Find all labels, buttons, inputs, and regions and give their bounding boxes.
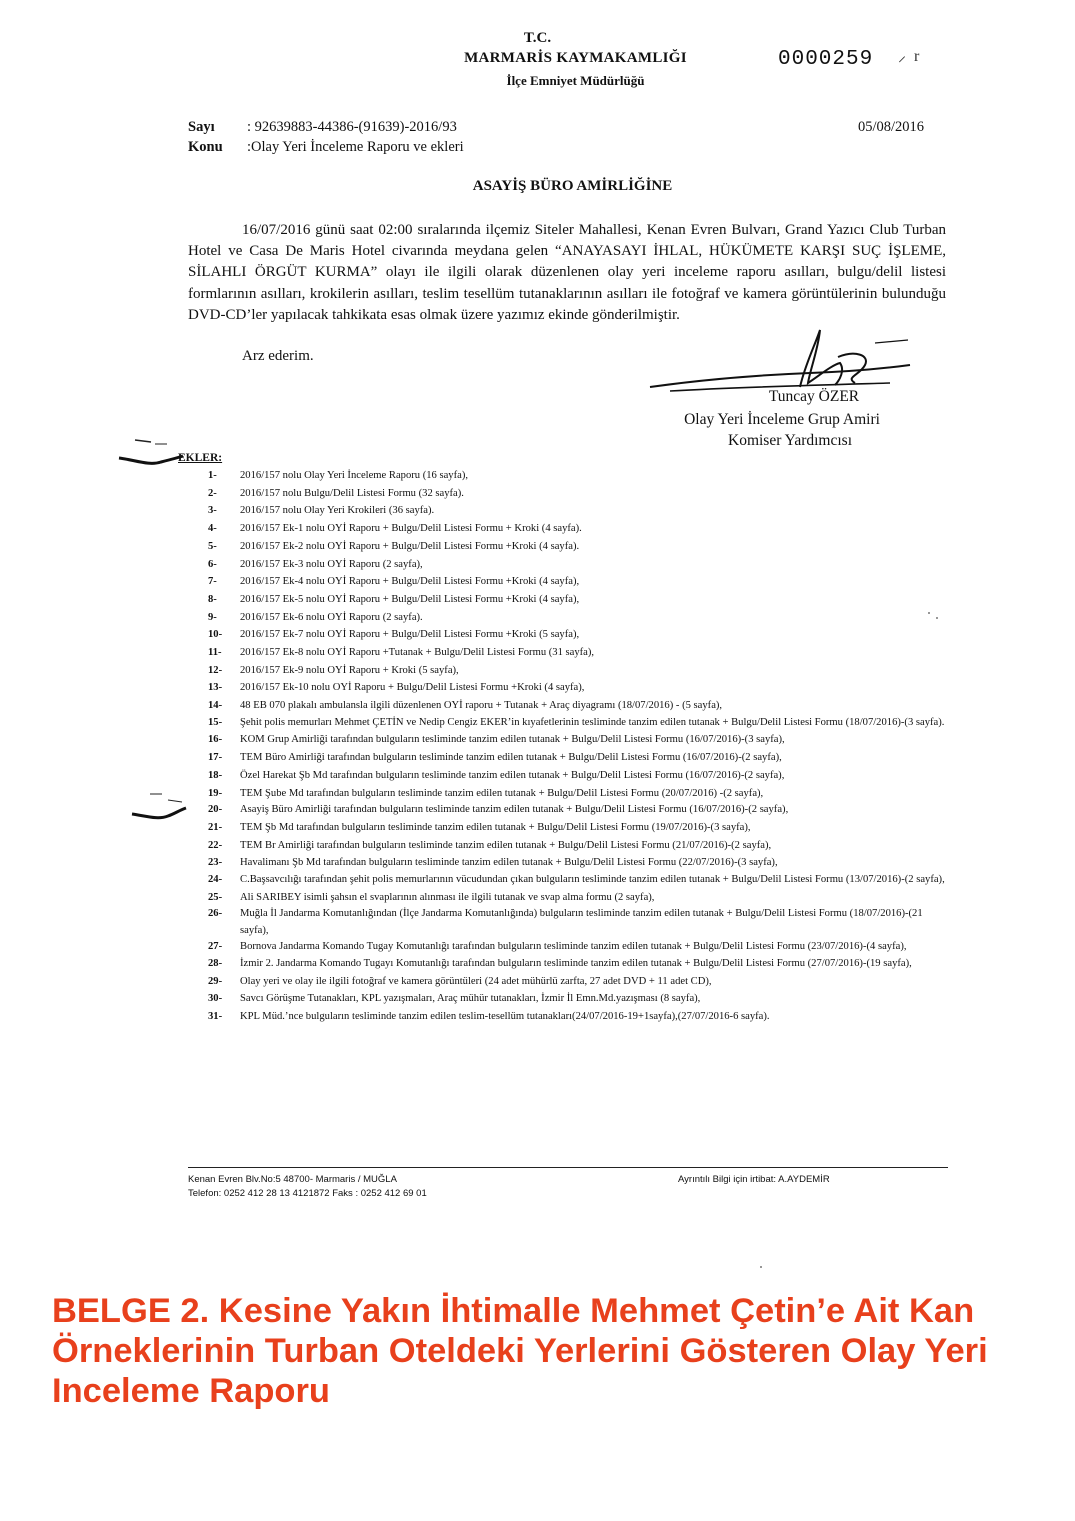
- attachment-item: [192, 785, 952, 803]
- attachment-number: 31-: [208, 1011, 223, 1023]
- footer-phone: Telefon: 0252 412 28 13 4121872 Faks : 0252 412 69 01: [188, 1188, 427, 1199]
- attachment-item: [192, 1008, 952, 1026]
- attachment-number: 29-: [208, 975, 223, 987]
- margin-mark-icon: [115, 436, 185, 472]
- attachments-label: EKLER:: [178, 452, 223, 464]
- attachment-number: 25-: [208, 891, 223, 903]
- attachment-text: 2016/157 Ek-7 nolu OYİ Raporu + Bulgu/Delil Listesi Formu +Kroki (5 sayfa),: [240, 629, 580, 641]
- footer-contact-info: Ayrıntılı Bilgi için irtibat: A.AYDEMİR: [678, 1174, 830, 1185]
- attachment-text: 48 EB 070 plakalı ambulansla ilgili düzenlenen OYİ raporu + Tutanak + Araç diyagramı (18/07/2016) - (5 sayfa),: [240, 700, 723, 712]
- attachment-item: [192, 662, 952, 680]
- attachment-item: [192, 990, 952, 1008]
- attachment-number: 26-: [208, 908, 223, 920]
- attachment-number: 24-: [208, 873, 223, 885]
- attachment-text: 2016/157 Ek-1 nolu OYİ Raporu + Bulgu/Delil Listesi Formu + Kroki (4 sayfa).: [240, 523, 582, 535]
- scan-speck: [936, 617, 938, 619]
- attachment-item: [192, 854, 952, 872]
- document-number: 0000259: [778, 48, 874, 71]
- attachment-text: 2016/157 Ek-4 nolu OYİ Raporu + Bulgu/Delil Listesi Formu +Kroki (4 sayfa),: [240, 576, 580, 588]
- konu-value: :Olay Yeri İnceleme Raporu ve ekleri: [247, 139, 464, 155]
- attachment-number: 17-: [208, 752, 223, 764]
- attachment-text: Şehit polis memurları Mehmet ÇETİN ve Nedip Cengiz EKER’in kıyafetlerinin tesliminde tanzim edilen tutanak + Bulgu/Delil Listesi Formu (18/07/2016)-(3 sayfa).: [240, 716, 945, 728]
- scan-speck: [760, 1266, 762, 1268]
- attachment-number: 12-: [208, 664, 223, 676]
- footer-address: Kenan Evren Blv.No:5 48700- Marmaris / MUĞLA: [188, 1174, 397, 1185]
- attachment-text: TEM Br Amirliği tarafından bulguların tesliminde tanzim edilen tutanak + Bulgu/Delil Listesi Formu (21/07/2016)-(2 sayfa),: [240, 839, 772, 851]
- attachment-item: [192, 626, 952, 644]
- header-country: T.C.: [523, 30, 552, 46]
- addressee: ASAYİŞ BÜRO AMİRLİĞİNE: [472, 178, 673, 194]
- attachment-item: [192, 609, 952, 627]
- attachment-text: 2016/157 Ek-8 nolu OYİ Raporu +Tutanak + Bulgu/Delil Listesi Formu (31 sayfa),: [240, 647, 595, 659]
- attachment-text: Ali SARIBEY isimli şahsın el svaplarının alınması ile ilgili tutanak ve svap alma formu (2 sayfa),: [240, 891, 655, 903]
- attachment-item: [192, 644, 952, 662]
- attachment-number: 21-: [208, 821, 223, 833]
- attachment-number: 14-: [208, 700, 223, 712]
- sayi-label: Sayı: [188, 119, 215, 135]
- header-department: İlçe Emniyet Müdürlüğü: [506, 73, 645, 88]
- attachment-text: KOM Grup Amirliği tarafından bulguların tesliminde tanzim edilen tutanak + Bulgu/Delil Listesi Formu (16/07/2016)-(3 sayfa),: [240, 734, 785, 746]
- attachment-item: [192, 556, 952, 574]
- attachment-number: 18-: [208, 769, 223, 781]
- attachment-item: [192, 573, 952, 591]
- attachment-number: 2-: [208, 487, 217, 499]
- attachment-text: 2016/157 Ek-10 nolu OYİ Raporu + Bulgu/Delil Listesi Formu +Kroki (4 sayfa),: [240, 682, 585, 694]
- signatory-title: Olay Yeri İnceleme Grup Amiri: [684, 411, 880, 428]
- attachment-item: [192, 802, 952, 819]
- attachment-text: Olay yeri ve olay ile ilgili fotoğraf ve kamera görüntüleri (24 adet mühürlü zarfta, 27 adet DVD + 11 adet CD),: [240, 975, 712, 987]
- signatory-name: Tuncay ÖZER: [768, 388, 860, 405]
- attachment-text: Asayiş Büro Amirliği tarafından bulguların tesliminde tanzim edilen tutanak + Bulgu/Delil Listesi Formu (16/07/2016)-(2 sayfa),: [240, 804, 789, 816]
- attachment-text: İzmir 2. Jandarma Komando Tugayı Komutanlığı tarafından bulguların tesliminde tanzim edilen tutanak + Bulgu/Delil Listesi Formu (27/07/2016)-(19 sayfa),: [240, 958, 912, 970]
- closing-text: Arz ederim.: [242, 348, 314, 364]
- attachment-number: 22-: [208, 839, 223, 851]
- attachment-text: Bornova Jandarma Komando Tugay Komutanlığı tarafından bulguların tesliminde tanzim edilen tutanak + Bulgu/Delil Listesi Formu (23/07/2016)-(4 sayfa),: [240, 941, 907, 953]
- attachment-number: 13-: [208, 682, 223, 694]
- attachment-number: 8-: [208, 593, 217, 605]
- attachment-number: 28-: [208, 958, 223, 970]
- body-paragraph: 16/07/2016 günü saat 02:00 sıralarında ilçemiz Siteler Mahallesi, Kenan Evren Bulvarı, Grand Yazıcı Club Turban Hotel ve Casa De Maris Hotel civarında meydana gelen “ANAYASAYI İHLAL, HÜKÜMETE KARŞI SUÇ İŞLEME, SİLAHLI ÖRGÜT KURMA” olayı ile ilgili olarak düzenlenen olay yeri inceleme raporu asılları, bulgu/delil listesi formlarının asılları, krokilerin asılları, teslim tesellüm tutanaklarının asılları ile fotoğraf ve kamera görüntülerinin bulunduğu DVD-CD’ler yapılacak tahkikata esas olmak üzere yazımız ekinde gönderilmiştir.: [188, 222, 946, 323]
- attachment-text: 2016/157 Ek-6 nolu OYİ Raporu (2 sayfa).: [240, 611, 423, 623]
- attachment-text: 2016/157 nolu Bulgu/Delil Listesi Formu (32 sayfa).: [240, 487, 464, 499]
- attachment-text: Muğla İl Jandarma Komutanlığından (İlçe Jandarma Komutanlığında) bulguların tesliminde tanzim edilen tutanak + Bulgu/Delil Listesi Formu (18/07/2016)-(21 sayfa),: [240, 908, 923, 936]
- sayi-value: : 92639883-44386-(91639)-2016/93: [247, 119, 457, 135]
- signatory-rank: Komiser Yardımcısı: [728, 432, 852, 449]
- attachment-item: [192, 973, 952, 991]
- attachment-item: [192, 749, 952, 767]
- attachment-item: [192, 467, 952, 485]
- scan-speck: [928, 612, 930, 614]
- attachment-number: 27-: [208, 941, 223, 953]
- attachment-text: 2016/157 Ek-5 nolu OYİ Raporu + Bulgu/Delil Listesi Formu +Kroki (4 sayfa),: [240, 593, 580, 605]
- attachment-number: 15-: [208, 716, 223, 728]
- attachment-number: 10-: [208, 629, 223, 641]
- attachment-number: 1-: [208, 470, 217, 481]
- attachment-text: 2016/157 nolu Olay Yeri Krokileri (36 sayfa).: [240, 505, 435, 517]
- attachment-item: [192, 591, 952, 609]
- attachment-item: [192, 889, 952, 907]
- attachment-item: [192, 939, 952, 956]
- attachment-text: Savcı Görüşme Tutanakları, KPL yazışmaları, Araç mühür tutanakları, İzmir İl Emn.Md.yazışması (8 sayfa),: [240, 993, 701, 1005]
- attachment-number: 19-: [208, 787, 223, 799]
- attachment-item: [192, 906, 952, 939]
- attachments-list: [192, 467, 952, 1026]
- attachment-text: C.Başsavcılığı tarafından şehit polis memurlarının vücudundan çıkan bulguların tesliminde tanzim edilen tutanak + Bulgu/Delil Listesi Formu (13/07/2016)-(2 sayfa),: [240, 873, 945, 885]
- header-authority: MARMARİS KAYMAKAMLIĞI: [464, 50, 687, 66]
- attachment-text: 2016/157 Ek-3 nolu OYİ Raporu (2 sayfa),: [240, 558, 423, 570]
- attachment-item: [192, 679, 952, 697]
- attachment-item: [192, 538, 952, 556]
- attachment-text: 2016/157 nolu Olay Yeri İnceleme Raporu (16 sayfa),: [240, 470, 469, 481]
- attachment-text: TEM Şb Md tarafından bulguların tesliminde tanzim edilen tutanak + Bulgu/Delil Listesi Formu (19/07/2016)-(3 sayfa),: [240, 821, 751, 833]
- attachment-item: [192, 715, 952, 732]
- attachment-text: Havalimanı Şb Md tarafından bulguların tesliminde tanzim edilen tutanak + Bulgu/Delil Listesi Formu (22/07/2016)-(3 sayfa),: [240, 857, 778, 869]
- konu-label: Konu: [188, 139, 223, 155]
- attachment-item: [192, 520, 952, 538]
- attachment-text: TEM Büro Amirliği tarafından bulguların tesliminde tanzim edilen tutanak + Bulgu/Delil Listesi Formu (16/07/2016)-(2 sayfa),: [240, 752, 782, 764]
- attachment-number: 16-: [208, 734, 223, 746]
- attachment-number: 5-: [208, 540, 217, 552]
- attachment-text: TEM Şube Md tarafından bulguların tesliminde tanzim edilen tutanak + Bulgu/Delil Listesi Formu (20/07/2016) -(2 sayfa),: [240, 787, 764, 799]
- attachment-item: [192, 485, 952, 503]
- attachment-text: 2016/157 Ek-2 nolu OYİ Raporu + Bulgu/Delil Listesi Formu +Kroki (4 sayfa).: [240, 540, 580, 552]
- attachment-number: 6-: [208, 558, 217, 570]
- attachment-item: [192, 819, 952, 837]
- attachment-text: Özel Harekat Şb Md tarafından bulguların tesliminde tanzim edilen tutanak + Bulgu/Delil Listesi Formu (16/07/2016)-(2 sayfa),: [240, 769, 785, 781]
- attachment-text: 2016/157 Ek-9 nolu OYİ Raporu + Kroki (5 sayfa),: [240, 664, 459, 676]
- attachment-number: 3-: [208, 505, 217, 517]
- document-date: 05/08/2016: [858, 119, 925, 135]
- figure-caption: BELGE 2. Kesine Yakın İhtimalle Mehmet Çetin’e Ait Kan Örneklerinin Turban Oteldeki Yerlerini Gösteren Olay Yeri Inceleme Raporu: [52, 1292, 988, 1410]
- footer-divider: [188, 1167, 948, 1168]
- attachment-item: [192, 731, 952, 749]
- attachment-item: [192, 767, 952, 785]
- attachment-number: 4-: [208, 523, 217, 535]
- attachment-item: [192, 837, 952, 855]
- attachment-number: 7-: [208, 576, 217, 588]
- attachment-number: 11-: [208, 647, 222, 659]
- margin-mark-icon: [128, 790, 188, 824]
- attachment-number: 30-: [208, 993, 223, 1005]
- attachment-item: [192, 872, 952, 889]
- attachment-number: 23-: [208, 857, 223, 869]
- attachment-number: 20-: [208, 804, 223, 816]
- attachment-item: [192, 502, 952, 520]
- attachment-item: [192, 697, 952, 715]
- attachment-text: KPL Müd.’nce bulguların tesliminde tanzim edilen teslim-tesellüm tutanakları(24/07/2016-19+1sayfa),(27/07/2016-6 sayfa).: [240, 1011, 770, 1023]
- attachment-number: 9-: [208, 611, 217, 623]
- stamp-mark: ⸝ r: [898, 48, 920, 65]
- attachment-item: [192, 956, 952, 973]
